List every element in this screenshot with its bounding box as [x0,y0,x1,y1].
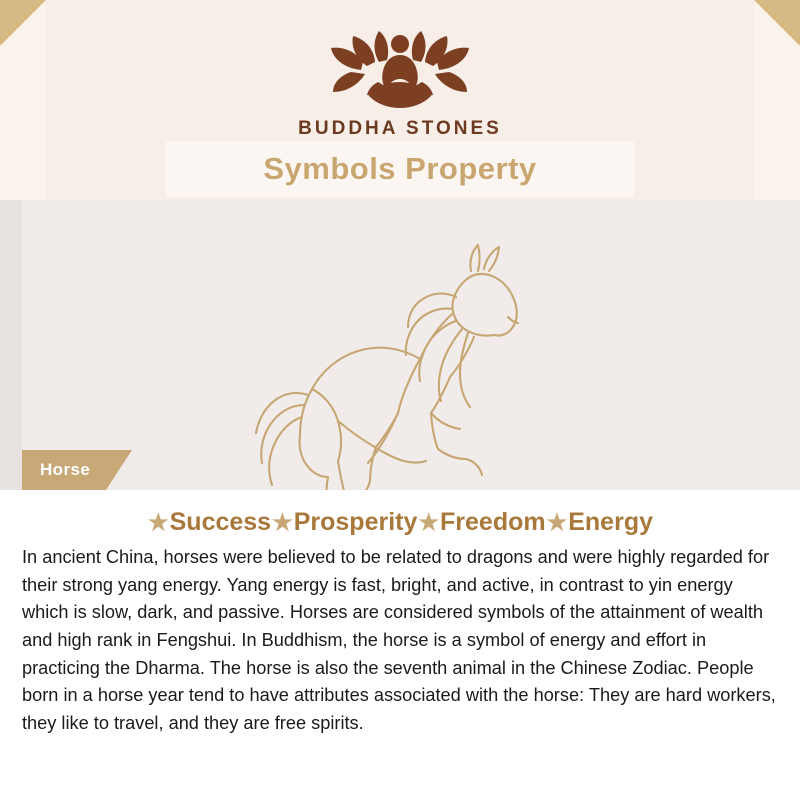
page-title: Symbols Property [263,151,537,186]
rearing-horse-line-art [212,205,592,490]
title-bar [166,141,634,197]
star-icon: ★ [148,509,169,535]
keyword-energy: Energy [568,508,653,536]
keyword-success: Success [169,508,272,536]
category-tab [22,450,132,490]
category-tab-body [22,450,106,490]
brand-logo [0,22,800,140]
category-label: Horse [40,460,91,479]
description-text: In ancient China, horses were believed to be related to dragons and were highly regarded for their strong yang energy. Yang energy is fast, bright, and active, in contrast to yin energy which is slow, dark, and passive. Horses are considered symbols of the attainment of wealth and high rank in Fengshui. In Buddhism, the horse is a symbol of energy and effort in practicing the Dharma. The horse is also the seventh animal in the Chinese Zodiac. People born in a horse year tend to have attributes associated with the horse: They are hard workers, they like to travel, and they are free spirits. [22,547,776,733]
brand-name: BUDDHA STONES [298,118,502,139]
illustration-band-edge [0,200,22,490]
category-tab-arrow [106,450,132,490]
lotus-meditation-icon [325,22,475,114]
star-icon: ★ [272,509,293,535]
horse-illustration [212,205,592,490]
keyword-list [0,508,800,537]
star-icon: ★ [418,509,440,535]
keyword-freedom: Freedom [440,508,546,536]
star-icon: ★ [546,509,568,535]
keyword-prosperity: Prosperity [293,508,418,536]
